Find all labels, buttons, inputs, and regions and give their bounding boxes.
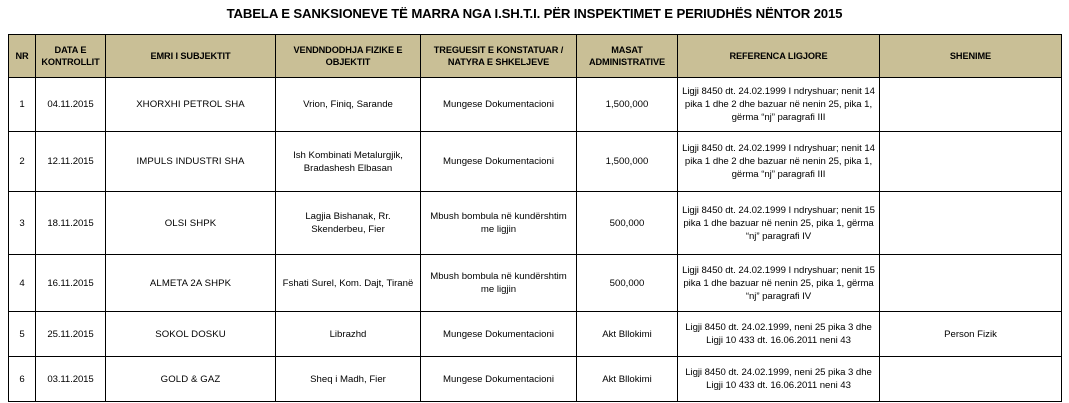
table-container [0, 34, 1069, 402]
cell-reference: Ligji 8450 dt. 24.02.1999 I ndryshuar; nenit 14 pika 1 dhe 2 dhe bazuar në nenin 25, pika 1, gërma “nj” paragrafi III [678, 132, 880, 192]
cell-location: Lagjia Bishanak, Rr. Skenderbeu, Fier [276, 192, 421, 255]
column-header-nr: NR [9, 35, 36, 78]
cell-name: XHORXHI PETROL SHA [106, 78, 276, 132]
cell-amount: 500,000 [577, 255, 678, 312]
cell-nr: 5 [9, 312, 36, 357]
cell-nr: 4 [9, 255, 36, 312]
cell-location: Ish Kombinati Metalurgjik, Bradashesh Elbasan [276, 132, 421, 192]
cell-date: 12.11.2015 [36, 132, 106, 192]
cell-notes [880, 357, 1062, 402]
cell-location: Sheq i Madh, Fier [276, 357, 421, 402]
cell-location: Librazhd [276, 312, 421, 357]
cell-location: Fshati Surel, Kom. Dajt, Tiranë [276, 255, 421, 312]
cell-violation: Mbush bombula në kundërshtim me ligjin [421, 192, 577, 255]
cell-reference: Ligji 8450 dt. 24.02.1999 I ndryshuar; nenit 14 pika 1 dhe 2 dhe bazuar në nenin 25, pika 1, gërma “nj” paragrafi III [678, 78, 880, 132]
cell-nr: 1 [9, 78, 36, 132]
cell-date: 18.11.2015 [36, 192, 106, 255]
cell-nr: 6 [9, 357, 36, 402]
cell-name: SOKOL DOSKU [106, 312, 276, 357]
cell-location: Vrion, Finiq, Sarande [276, 78, 421, 132]
cell-name: OLSI SHPK [106, 192, 276, 255]
column-header-reference: REFERENCA LIGJORE [678, 35, 880, 78]
table-row [9, 255, 1062, 312]
table-row [9, 192, 1062, 255]
cell-notes [880, 132, 1062, 192]
column-header-amount: MASAT ADMINISTRATIVE [577, 35, 678, 78]
sanctions-table [8, 34, 1062, 402]
page-title: TABELA E SANKSIONEVE TË MARRA NGA I.SH.T.I. PËR INSPEKTIMET E PERIUDHËS NËNTOR 2015 [226, 6, 843, 21]
cell-notes [880, 255, 1062, 312]
table-row [9, 312, 1062, 357]
cell-notes [880, 192, 1062, 255]
cell-notes: Person Fizik [880, 312, 1062, 357]
cell-reference: Ligji 8450 dt. 24.02.1999, neni 25 pika 3 dhe Ligji 10 433 dt. 16.06.2011 neni 43 [678, 312, 880, 357]
column-header-violation: TREGUESIT E KONSTATUAR / NATYRA E SHKELJEVE [421, 35, 577, 78]
cell-date: 16.11.2015 [36, 255, 106, 312]
column-header-notes: SHENIME [880, 35, 1062, 78]
table-header [9, 35, 1062, 78]
cell-notes [880, 78, 1062, 132]
cell-violation: Mungese Dokumentacioni [421, 357, 577, 402]
cell-amount: Akt Bllokimi [577, 357, 678, 402]
column-header-location: VENDNDODHJA FIZIKE E OBJEKTIT [276, 35, 421, 78]
cell-violation: Mungese Dokumentacioni [421, 132, 577, 192]
cell-violation: Mbush bombula në kundërshtim me ligjin [421, 255, 577, 312]
column-header-name: EMRI I SUBJEKTIT [106, 35, 276, 78]
cell-date: 04.11.2015 [36, 78, 106, 132]
cell-reference: Ligji 8450 dt. 24.02.1999, neni 25 pika 3 dhe Ligji 10 433 dt. 16.06.2011 neni 43 [678, 357, 880, 402]
cell-violation: Mungese Dokumentacioni [421, 78, 577, 132]
table-row [9, 78, 1062, 132]
cell-reference: Ligji 8450 dt. 24.02.1999 I ndryshuar; nenit 15 pika 1 dhe bazuar në nenin 25, pika 1, gërma “nj” paragrafi IV [678, 192, 880, 255]
table-row [9, 357, 1062, 402]
cell-name: IMPULS INDUSTRI SHA [106, 132, 276, 192]
cell-name: GOLD & GAZ [106, 357, 276, 402]
cell-name: ALMETA 2A SHPK [106, 255, 276, 312]
cell-reference: Ligji 8450 dt. 24.02.1999 I ndryshuar; nenit 15 pika 1 dhe bazuar në nenin 25, pika 1, gërma “nj” paragrafi IV [678, 255, 880, 312]
cell-date: 25.11.2015 [36, 312, 106, 357]
cell-amount: 1,500,000 [577, 132, 678, 192]
column-header-date: DATA E KONTROLLIT [36, 35, 106, 78]
table-body [9, 78, 1062, 402]
cell-amount: Akt Bllokimi [577, 312, 678, 357]
table-header-row [9, 35, 1062, 78]
cell-violation: Mungese Dokumentacioni [421, 312, 577, 357]
cell-nr: 2 [9, 132, 36, 192]
cell-nr: 3 [9, 192, 36, 255]
cell-amount: 1,500,000 [577, 78, 678, 132]
table-row [9, 132, 1062, 192]
cell-amount: 500,000 [577, 192, 678, 255]
cell-date: 03.11.2015 [36, 357, 106, 402]
